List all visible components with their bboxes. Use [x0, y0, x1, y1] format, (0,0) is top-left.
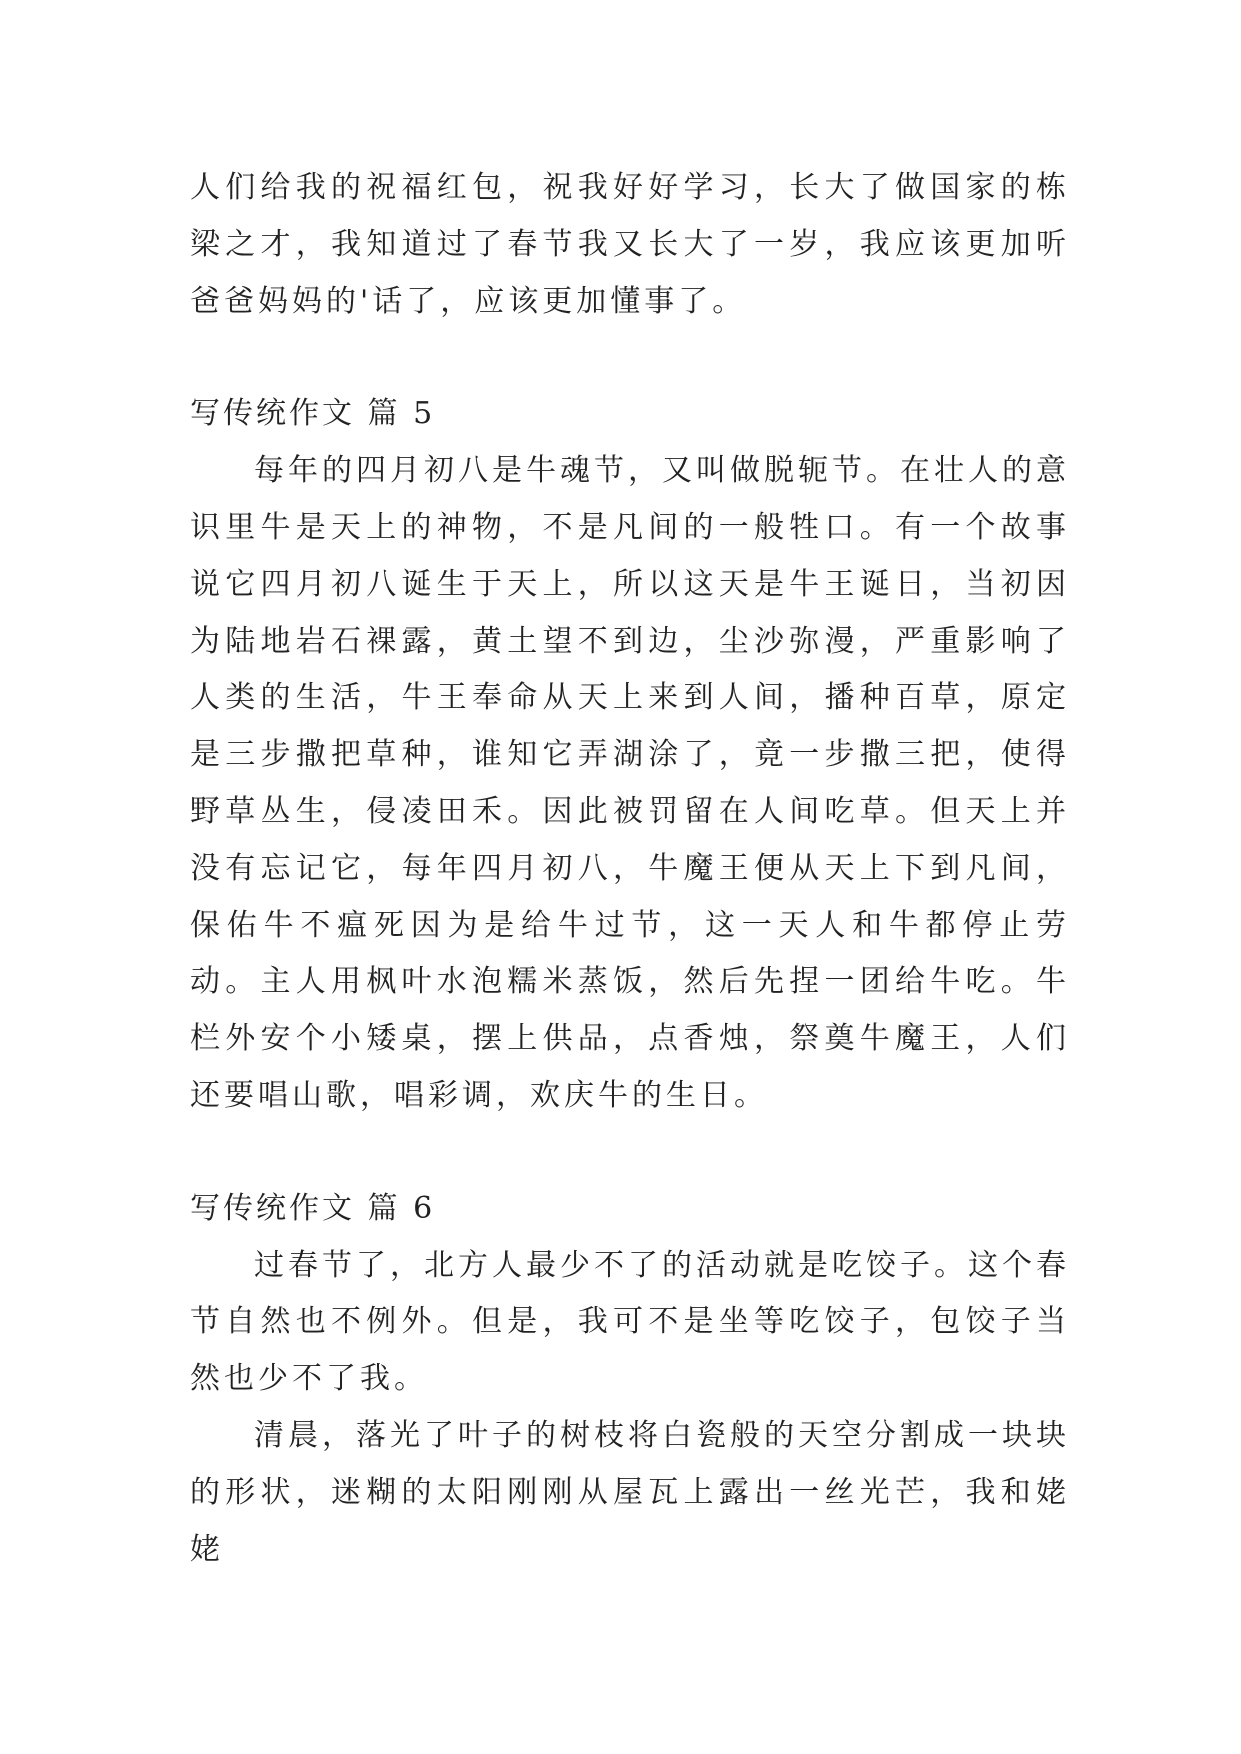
- paragraph-section-6-1: 过春节了，北方人最少不了的活动就是吃饺子。这个春节自然也不例外。但是，我可不是坐等吃饺子，包饺子当然也少不了我。: [190, 1247, 1070, 1397]
- section-heading-6: 写传统作文 篇 6: [190, 1190, 436, 1226]
- paragraph-section-5: 每年的四月初八是牛魂节，又叫做脱轭节。在壮人的意识里牛是天上的神物，不是凡间的一般牲口。有一个故事说它四月初八诞生于天上，所以这天是牛王诞日，当初因为陆地岩石裸露，黄土望不到边，尘沙弥漫，严重影响了人类的生活，牛王奉命从天上来到人间，播种百草，原定是三步撒把草种，谁知它弄湖涂了，竟一步撒三把，使得野草丛生，侵凌田禾。因此被罚留在人间吃草。但天上并没有忘记它，每年四月初八，牛魔王便从天上下到凡间，保佑牛不瘟死因为是给牛过节，这一天人和牛都停止劳动。主人用枫叶水泡糯米蒸饭，然后先捏一团给牛吃。牛栏外安个小矮桌，摆上供品，点香烛，祭奠牛魔王，人们还要唱山歌，唱彩调，欢庆牛的生日。: [190, 453, 1070, 1113]
- document-body: [190, 160, 1070, 1578]
- section-heading-5: 写传统作文 篇 5: [190, 396, 436, 432]
- paragraph-section-6-2: 清晨，落光了叶子的树枝将白瓷般的天空分割成一块块的形状，迷糊的太阳刚刚从屋瓦上露出一丝光芒，我和姥姥: [190, 1417, 1070, 1567]
- paragraph-continued: 人们给我的祝福红包，祝我好好学习，长大了做国家的栋梁之才，我知道过了春节我又长大了一岁，我应该更加听爸爸妈妈的'话了，应该更加懂事了。: [190, 170, 1070, 319]
